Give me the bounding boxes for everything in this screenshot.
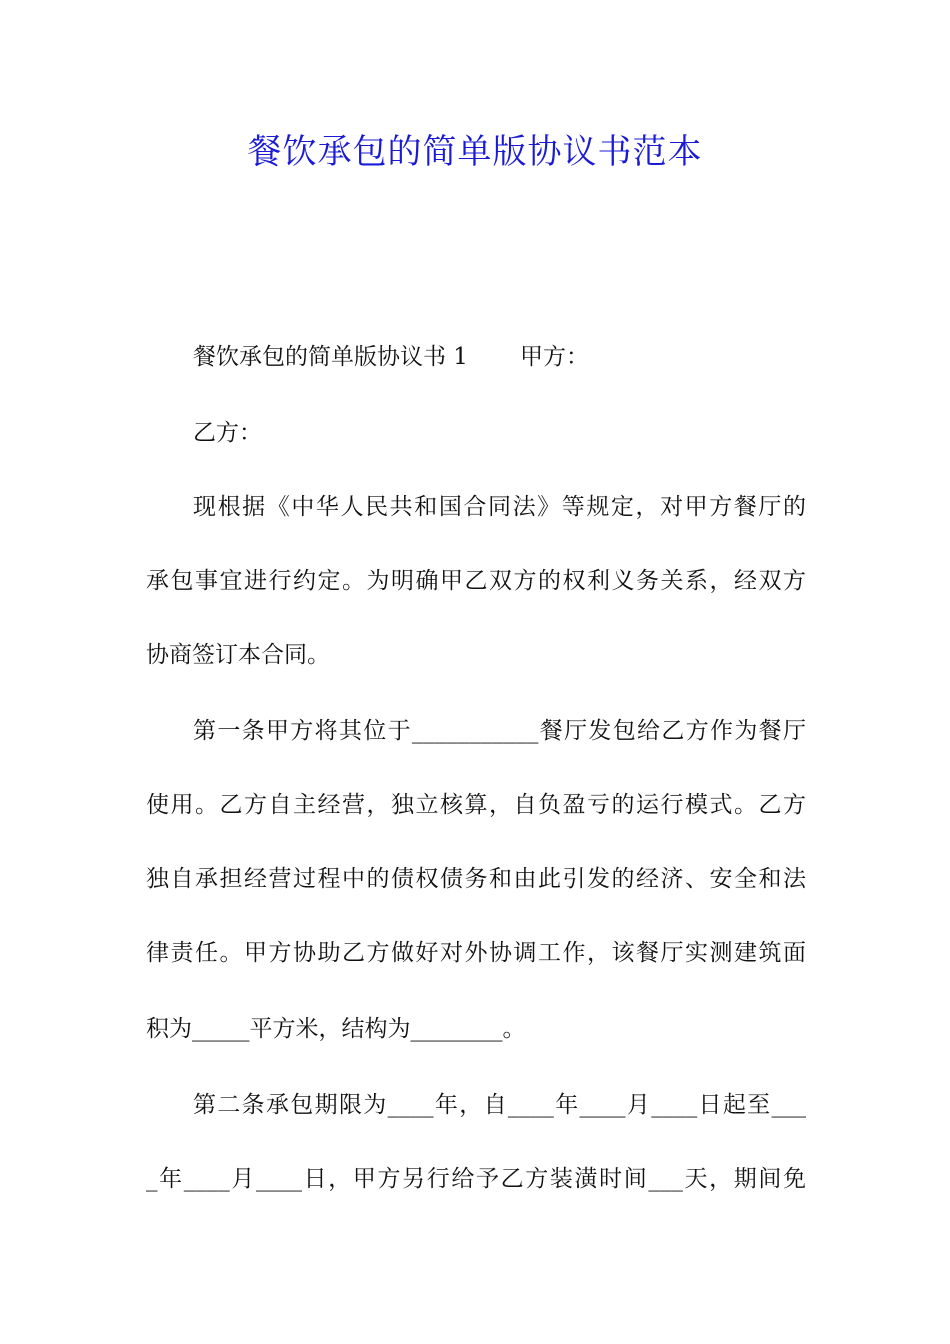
- paragraph-line: 现根据《中华人民共和国合同法》等规定，对甲方餐厅的: [193, 494, 806, 520]
- paragraph-line: 承包事宜进行约定。为明确甲乙双方的权利义务关系，经双方: [146, 568, 806, 594]
- paragraph-heading-line: [193, 340, 806, 374]
- party-b-label: 乙方：: [193, 420, 262, 446]
- paragraph-line: 积为_____平方米，结构为________。: [146, 1016, 526, 1042]
- paragraph-line: _年____月____日，甲方另行给予乙方装潢时间___天，期间免: [146, 1166, 806, 1192]
- paragraph-line: 第二条承包期限为____年，自____年____月____日起至___: [193, 1092, 806, 1118]
- paragraph-line: 第一条甲方将其位于___________餐厅发包给乙方作为餐厅: [193, 718, 806, 744]
- paragraph-line: 使用。乙方自主经营，独立核算，自负盈亏的运行模式。乙方: [146, 792, 806, 818]
- paragraph-line: 协商签订本合同。: [146, 642, 330, 668]
- agreement-subtitle: 餐饮承包的简单版协议书 1: [193, 344, 468, 370]
- party-a-label: 甲方：: [519, 344, 589, 370]
- paragraph-line: 独自承担经营过程中的债权债务和由此引发的经济、安全和法: [146, 866, 806, 892]
- document-title: 餐饮承包的简单版协议书范本: [247, 132, 703, 172]
- paragraph-line: 律责任。甲方协助乙方做好对外协调工作，该餐厅实测建筑面: [146, 940, 806, 966]
